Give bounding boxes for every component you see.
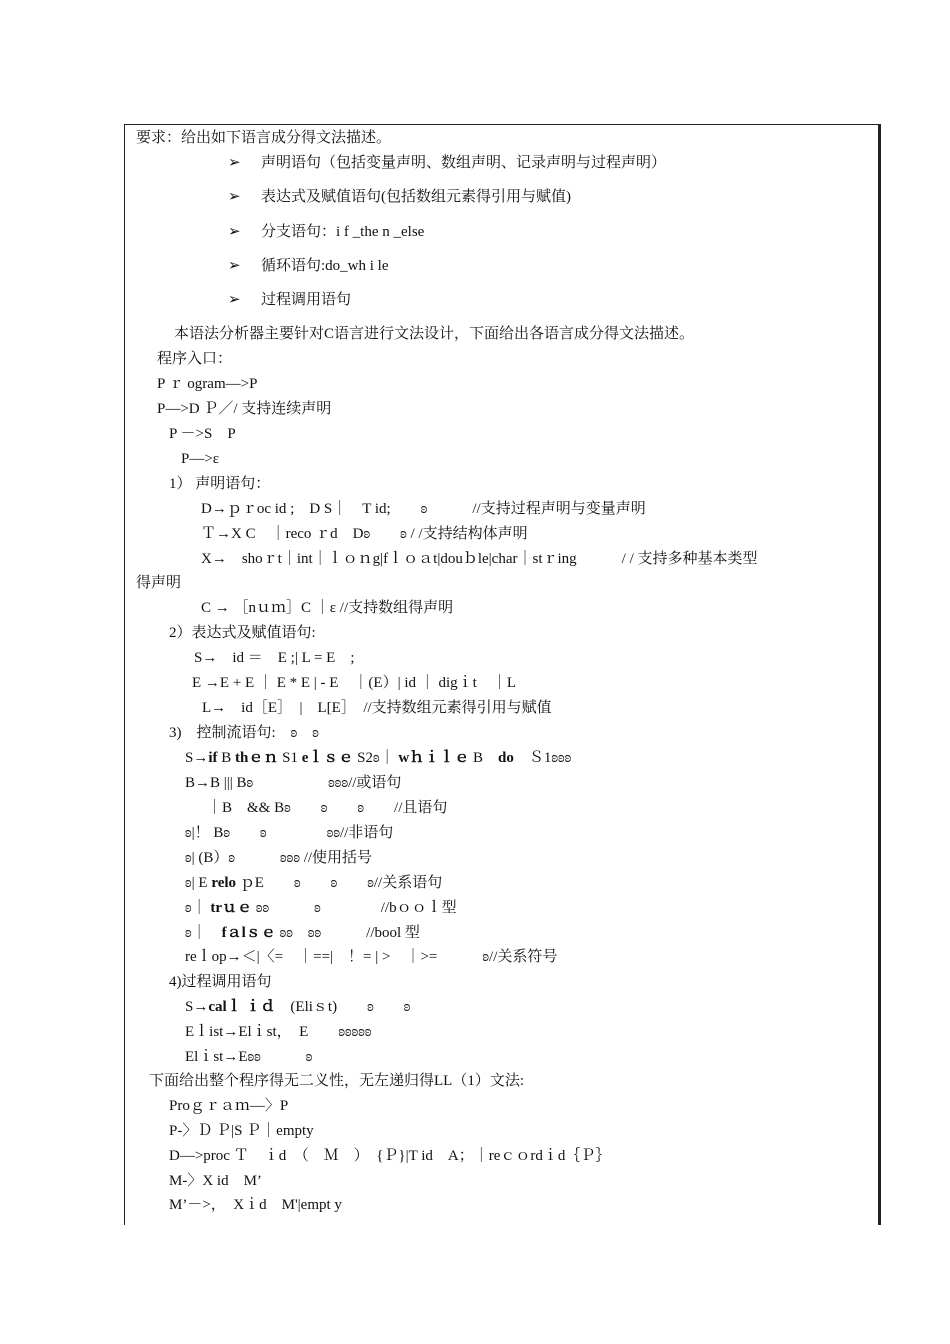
grammar-line: Eｌist→Elｉst， E ʚʚʚʚʚ (185, 1024, 372, 1040)
section-title-procedure-call: 4)过程调用语句 (169, 974, 272, 990)
grammar-line: Elｉst→Eʚʚ ʚ (185, 1049, 313, 1065)
grammar-line: B→B ||| Bʚ ʚʚʚ//或语句 (185, 775, 402, 791)
grammar-line: D→ｐｒoc id ; D S｜ T id; ʚ //支持过程声明与变量声明 (201, 501, 646, 517)
grammar-line: ʚ|！ Bʚ ʚ ʚʚ//非语句 (185, 825, 394, 841)
arrow-bullet-icon: ➢ (228, 189, 241, 205)
grammar-line: 得声明 (136, 575, 182, 591)
section-title-declarations: 1） 声明语句： (169, 476, 271, 492)
grammar-line: Ｔ→X C ｜reco ｒd Dʚ ʚ / /支持结构体声明 (201, 526, 528, 542)
section-title-control-flow: 3) 控制流语句: ʚ ʚ (169, 725, 319, 741)
grammar-line: P—>D Ｐ／/ 支持连续声明 (157, 401, 332, 417)
grammar-line: S→calｌ ｉｄ (Eliｓt) ʚ ʚ (185, 999, 411, 1015)
grammar-line: P －>S P (169, 426, 236, 442)
bullet-item: ➢ 循环语句:do_wh i le (228, 258, 389, 274)
grammar-line: E →E + E ｜ E * E | - E ｜(E）| id ｜ digｉt ｜L (192, 675, 517, 691)
grammar-line: ʚ| E relo ｐE ʚ ʚ ʚ//关系语句 (185, 875, 443, 891)
entry-label: 程序入口： (157, 351, 233, 367)
grammar-line: P ｒ ogram—>P (157, 376, 258, 392)
arrow-bullet-icon: ➢ (228, 224, 241, 240)
bullet-item: ➢ 声明语句（包括变量声明、数组声明、记录声明与过程声明） (228, 155, 667, 171)
grammar-line: C → ［nｕｍ］C ｜ε //支持数组得声明 (201, 600, 454, 616)
grammar-line: reｌop→＜|〈= ｜==| ！= | > ｜>= ʚ//关系符号 (185, 949, 558, 965)
arrow-bullet-icon: ➢ (228, 155, 241, 171)
section-title-expressions: 2）表达式及赋值语句: (169, 625, 316, 641)
bullet-item: ➢ 分支语句：i f _the n _else (228, 224, 425, 240)
grammar-line: ʚ｜ fａlｓｅ ʚʚ ʚʚ //bool 型 (185, 925, 420, 941)
grammar-line: L→ id［E］ | L[E］ //支持数组元素得引用与赋值 (202, 700, 552, 716)
grammar-line: D—>proc Ｔ ｉd （ Ｍ ） {Ｐ}|T id A；｜reｃｏrdｉd｛Ｐ｝ (169, 1148, 611, 1164)
grammar-line: ʚ| (B）ʚ ʚʚʚ //使用括号 (185, 850, 373, 866)
grammar-line: S→ id ＝ E ;| L = E ; (194, 650, 355, 666)
grammar-line: M-〉X id M’ (169, 1173, 262, 1189)
grammar-line: P—>ε (181, 451, 220, 467)
grammar-line: ʚ｜ trｕｅ ʚʚ ʚ //bｏｏｌ型 (185, 900, 457, 916)
bullet-item: ➢ 表达式及赋值语句(包括数组元素得引用与赋值) (228, 189, 571, 205)
bullet-item: ➢ 过程调用语句 (228, 292, 352, 308)
arrow-bullet-icon: ➢ (228, 292, 241, 308)
grammar-line: M’－>， Xｉd M'|empt y (169, 1197, 342, 1213)
grammar-line: X→ shoｒt｜int｜ｌｏｎg|fｌｏａt|douｂle|char｜stｒing / / 支持多种基本类型 (201, 551, 758, 567)
requirement-heading: 要求：给出如下语言成分得文法描述。 (136, 130, 392, 146)
intro-paragraph: 本语法分析器主要针对C语言进行文法设计，下面给出各语言成分得文法描述。 (174, 326, 695, 342)
grammar-line: ｜B && Bʚ ʚ ʚ //且语句 (207, 800, 448, 816)
grammar-line: S→if B thｅｎ S1 eｌｓｅ S2ʚ｜ wｈｉｌｅ B do Ｓ1ʚʚʚ (185, 750, 572, 766)
grammar-line: P-〉Ｄ Ｐ|S Ｐ｜empty (169, 1123, 314, 1139)
ll1-intro: 下面给出整个程序得无二义性，无左递归得LL（1）文法: (149, 1073, 524, 1089)
grammar-line: Proｇｒａｍ—〉P (169, 1098, 289, 1114)
arrow-bullet-icon: ➢ (228, 258, 241, 274)
